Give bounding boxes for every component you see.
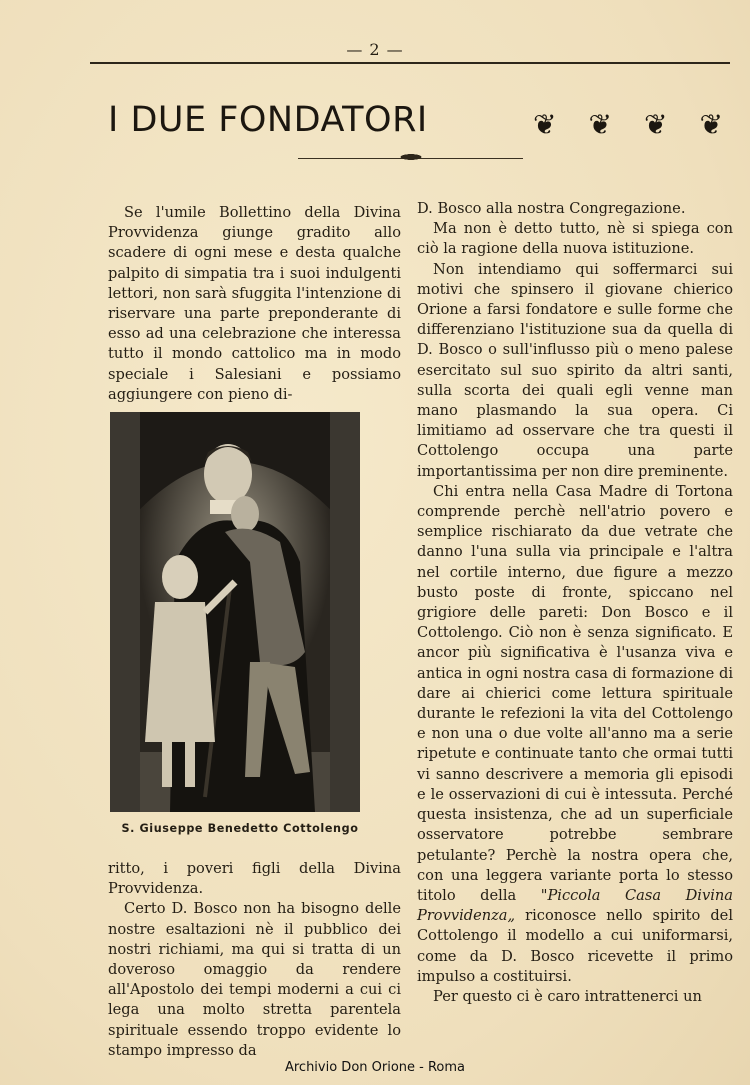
paragraph: Ma non è detto tutto, nè si spiega con ciò la ragione della nuova istituzione. (417, 220, 733, 258)
article-title: I DUE FONDATORI (108, 100, 428, 140)
fleuron-icon: ❦ (644, 108, 668, 141)
fleuron-icon: ❦ (533, 108, 557, 141)
title-fleurons (533, 108, 723, 141)
page-number: — 2 — (346, 40, 404, 59)
paragraph: D. Bosco alla nostra Congregazione. (417, 200, 686, 217)
engraving-image (110, 412, 360, 812)
header-rule (90, 62, 730, 64)
paragraph: Non intendiamo qui soffermarci sui motivi che spinsero il giovane chierico Orione a farsi fondatore e sulle forme che differenziano l'istituzione sua da quella di D. Bosco o sull'influsso più o meno palese esercitato sul suo spirito da altri santi, sulla scorta dei quali egli venne man mano plasmando la sua opera. Ci limitiamo ad osservare che tra questi il Cottolengo occupa una parte importantissima per non dire preminente. (417, 260, 733, 480)
italic-title: "Piccola Casa Divina Provvidenza„ (417, 886, 733, 925)
figure-caption: S. Giuseppe Benedetto Cottolengo (121, 822, 359, 835)
archive-footer: Archivio Don Orione - Roma (284, 1060, 466, 1075)
left-column-bottom (108, 859, 401, 1061)
paragraph (417, 482, 733, 987)
paragraph: Per questo ci è caro intrattenerci un (433, 987, 702, 1005)
fleuron-icon: ❦ (699, 108, 723, 141)
paragraph: ritto, i poveri figli della Divina Provvidenza. (108, 860, 401, 898)
paragraph-text: riconosce nello spirito del Cottolengo il modello a cui uniformarsi, come da D. Bosco ricevette il primo impulso a costituirsi. (417, 907, 733, 985)
fleuron-icon: ❦ (588, 108, 612, 141)
paragraph: Certo D. Bosco non ha bisogno delle nostre esaltazioni nè il pubblico dei nostri richiami, ma qui si tratta di un doveroso omaggio da rendere all'Apostolo dei tempi moderni a cui ci lega una molto stretta parentela spirituale essendo troppo evidente lo stampo impresso da (108, 900, 401, 1059)
paragraph: Se l'umile Bollettino della Divina Provvidenza giunge gradito allo scadere di ogni mese e desta qualche palpito di simpatia tra i suoi indulgenti lettori, non sarà sfuggita l'intenzione di riservare una parte preponderante di esso ad una celebrazione che interessa tutto il mondo cattolico ma in modo speciale i Salesiani e possiamo aggiungere con pieno di- (108, 204, 401, 403)
paragraph-text: Chi entra nella Casa Madre di Tortona comprende perchè nell'atrio povero e semplice rischiarato da due vetrate che danno l'una sulla via principale e l'altra nel cortile interno, due figure a mezzo busto poste di fronte, spiccano nel grigiore delle pareti: Don Bosco e il Cottolengo. Ciò non è senza significato. E ancor più significativa è l'usanza viva e antica in ogni nostra casa di formazione di dare ai chierici come lettura spirituale durante le refezioni la vita del Cottolengo e non una o due volte all'anno ma a serie ripetute e continuate tanto che ormai tutti vi sanno descrivere a memoria gli episodi e le osservazioni di cui è intessuta. Perché questa insistenza, che ad un superficiale osservatore potrebbe sembrare petulante? Perchè la nostra opera che, con una leggera variante porta lo stesso titolo della (417, 482, 733, 904)
left-column-top (108, 203, 401, 405)
divider-ornament-icon (393, 152, 429, 162)
right-column (417, 199, 733, 1007)
cottolengo-illustration (110, 412, 360, 812)
